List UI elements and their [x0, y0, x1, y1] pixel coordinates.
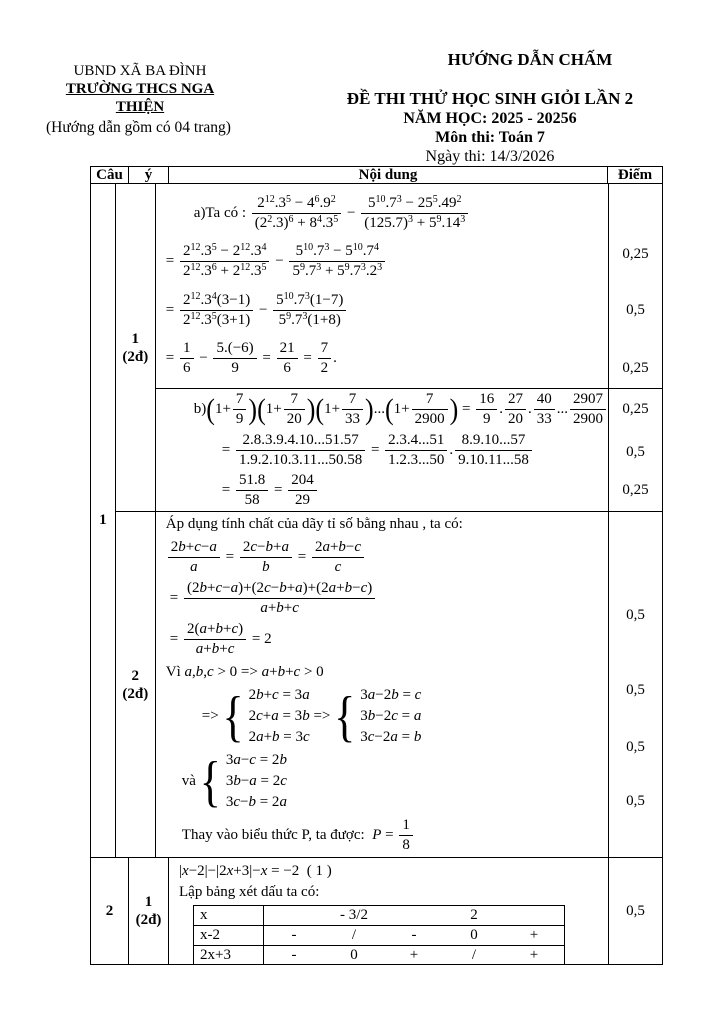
q2-part-1-scores	[608, 858, 662, 964]
header-left	[50, 62, 230, 116]
subject-line: Môn thi: Toán 7	[435, 129, 545, 146]
sign-table-cell: 2x+3	[194, 946, 264, 964]
sign-table	[193, 905, 565, 964]
q1-part-2-solution	[156, 512, 608, 857]
math-line: b)(1+ $\frac{7}{9}$ )(1+ $\frac{7}{20}$ )(1+ $\frac{7}{33}$ )...(1+ $\frac{7}{2900}$ ) = $\frac{16}{9}$ . $\frac{27}{20}$ . $\frac{40}{33}$ ... $\frac{2907}{2900}$	[194, 390, 608, 429]
header-right	[288, 89, 692, 166]
score-value: 0,5	[626, 793, 645, 809]
q1-part-1	[116, 184, 662, 512]
q2-part-1-solution	[169, 858, 608, 964]
text-line: Lập bảng xét dấu ta có:	[179, 884, 320, 900]
col-header-diem: Điểm	[617, 167, 653, 183]
q1-part-1b-scores	[608, 389, 662, 511]
q1-part-1b-solution	[156, 389, 608, 511]
q1-part-2-scores	[608, 512, 662, 857]
question-2-row	[91, 858, 662, 964]
math-line: = $\frac{2.8.3.9.4.10...51.57}{1.9.2.10.3.11...50.58}$ = $\frac{2.3.4...51}{1.2.3...50}$ . $\frac{8.9.10...57}{9.10.11...58}$	[222, 431, 608, 470]
col-header-y: ý	[129, 167, 169, 183]
math-line: = $\frac{1}{6}$ − $\frac{5.(-6)}{9}$ = $\frac{21}{6}$ = $\frac{7}{2}$ .	[165, 340, 337, 377]
math-line: |x−2|−|2x+3|−x = −2 ( 1 )	[179, 863, 332, 879]
doc-title: HƯỚNG DẪN CHẤM	[447, 50, 613, 69]
question-1-body	[116, 184, 662, 857]
math-line: = $\frac{51.8}{58}$ = $\frac{204}{29}$	[222, 471, 608, 510]
math-line: = $\frac{2^{12}.3^4(3-1)}{2^{12}.3^5(3+1)}$ − $\frac{5^{10}.7^3(1-7)}{5^9.7^3(1+8)}$	[166, 291, 608, 330]
q1-part-1a-solution	[156, 184, 608, 388]
math-line: a)Ta có : $\frac{2^{12}.3^5 - 4^6.9^2}{(2^2.3)^6 + 8^4.3^5}$ − $\frac{5^{10}.7^3 - 25^5.49^2}{(125.7)^3 + 5^9.14^3}$	[194, 194, 608, 233]
school-name: TRƯỜNG THCS NGA THIỆN	[65, 81, 215, 115]
pages-note: (Hướng dẫn gồm có 04 trang)	[46, 119, 231, 136]
sign-table-cell: /	[324, 926, 384, 946]
sign-table-cell: 0	[444, 926, 504, 946]
score-value: 0,25	[622, 246, 649, 262]
q1-part-1a-block	[156, 184, 662, 389]
score-value: 0,5	[626, 739, 645, 755]
school-year: NĂM HỌC: 2025 - 20256	[403, 110, 577, 127]
sign-table-cell	[384, 906, 444, 926]
math-line: = $\frac{2(a+b+c)}{a+b+c}$ = 2	[169, 621, 272, 658]
sign-table-cell: - 3/2	[324, 906, 384, 926]
sign-table-cell: x-2	[194, 926, 264, 946]
table-header-row	[91, 167, 662, 184]
math-line: Thay vào biểu thức P, ta được: P = $\frac{1}{8}$	[182, 816, 608, 855]
sign-table-cell: /	[471, 947, 477, 963]
q1-part-2-label	[116, 512, 156, 857]
text-line: Áp dụng tính chất của dãy tỉ số bằng nhau , ta có:	[165, 516, 463, 533]
col-header-cau: Câu	[91, 167, 129, 183]
score-value: 0,25	[622, 360, 649, 376]
q1-part-1-label	[116, 184, 156, 511]
part-points: (2đ)	[122, 685, 149, 702]
part-points: (2đ)	[122, 348, 149, 365]
sign-table-cell: +	[529, 947, 539, 963]
question-2-number: 2	[91, 858, 129, 964]
part-points: (2đ)	[135, 912, 162, 928]
score-value: 0,5	[626, 682, 645, 698]
sign-table-cell: -	[264, 926, 324, 946]
col-header-noidung: Nội dung	[169, 167, 608, 183]
q1-part-2	[116, 512, 662, 857]
math-line: = $\frac{2^{12}.3^5 - 2^{12}.3^4}{2^{12}.3^6 + 2^{12}.3^5}$ − $\frac{5^{10}.7^3 - 5^{10}.7^4}{5^9.7^3 + 5^9.7^3.2^3}$	[166, 242, 608, 281]
math-line: => { 2b+c = 3a 2c+a = 3b 2a+b = 3c => { 3a−2b = c 3b−2c = a 3c−2a = b	[201, 684, 422, 748]
sign-table-cell: +	[504, 926, 564, 946]
sign-table-cell: 2	[444, 906, 504, 926]
part-number: 1	[144, 894, 153, 910]
math-line: = $\frac{(2b+c-a)+(2c-b+a)+(2a+b-c)}{a+b+c}$	[170, 579, 608, 618]
score-value: 0,5	[626, 444, 645, 460]
exam-title: ĐỀ THI THỬ HỌC SINH GIỎI LẦN 2	[346, 89, 634, 108]
q1-part-1-content	[156, 184, 662, 511]
score-value: 0,5	[626, 302, 645, 318]
question-1-number: 1	[91, 184, 116, 857]
score-value: 0,25	[622, 401, 649, 417]
sign-table-cell: -	[384, 926, 444, 946]
score-value: 0,25	[622, 482, 649, 498]
part-number: 2	[131, 667, 140, 684]
question-1-row	[91, 184, 662, 858]
q1-part-1b-block	[156, 389, 662, 511]
sign-table-cell	[264, 906, 324, 926]
org-name: UBND XÃ BA ĐÌNH	[73, 63, 207, 79]
math-line: $\frac{2b+c-a}{a}$ = $\frac{2c-b+a}{b}$ = $\frac{2a+b-c}{c}$	[166, 538, 608, 577]
q1-part-1a-scores	[608, 184, 662, 388]
sign-table-cell: x	[194, 906, 264, 926]
part-number: 1	[131, 330, 140, 347]
exam-date: Ngày thi: 14/3/2026	[425, 148, 555, 165]
math-line: Vì a,b,c > 0 => a+b+c > 0	[165, 663, 324, 680]
score-value: 0,5	[626, 902, 645, 919]
sign-table-cell	[504, 906, 564, 926]
sign-table-cell: 0	[350, 947, 358, 963]
q2-part-1-label	[129, 858, 169, 964]
score-value: 0,5	[626, 607, 645, 623]
sign-table-cell: -	[291, 947, 297, 963]
answer-key-table	[90, 166, 663, 965]
math-line: và { 3a−c = 2b 3b−a = 2c 3c−b = 2a	[181, 750, 287, 813]
sign-table-cell: +	[409, 947, 419, 963]
